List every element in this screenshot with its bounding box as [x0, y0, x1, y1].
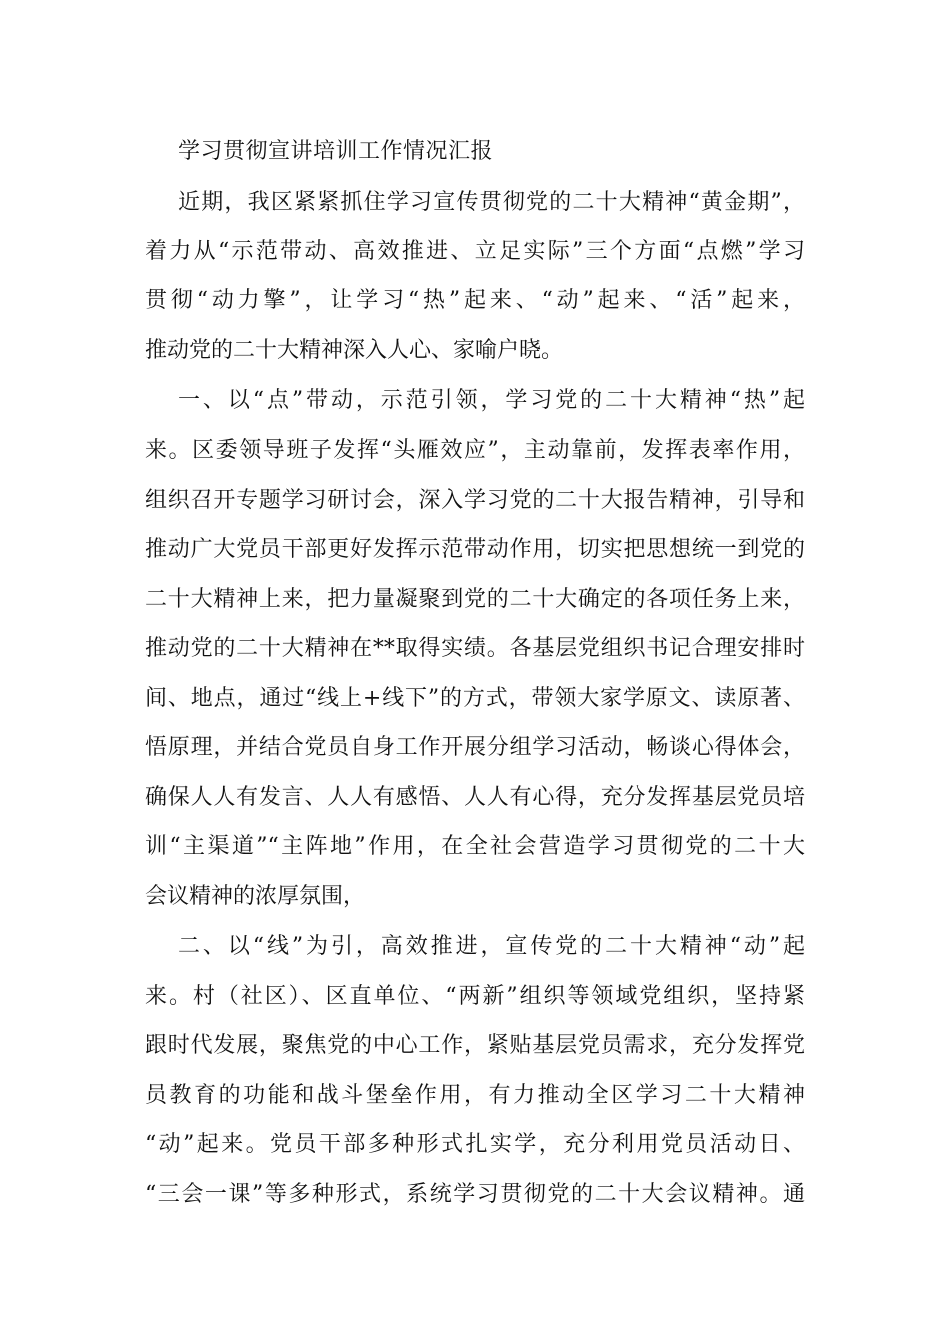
paragraph-line: 近期，我区紧紧抓住学习宣传贯彻党的二十大精神“黄金期”，: [178, 190, 805, 215]
paragraph-line: 推动广大党员干部更好发挥示范带动作用，切实把思想统一到党的: [145, 537, 805, 562]
paragraph-line: 推动党的二十大精神深入人心、家喻户晓。: [145, 338, 564, 363]
paragraph-line: 会议精神的浓厚氛围，: [145, 884, 366, 909]
paragraph-line: 跟时代发展，聚焦党的中心工作，紧贴基层党员需求，充分发挥党: [145, 1033, 805, 1058]
paragraph-line: 确保人人有发言、人人有感悟、人人有心得，充分发挥基层党员培: [145, 785, 805, 810]
paragraph-line: 二十大精神上来，把力量凝聚到党的二十大确定的各项任务上来，: [145, 587, 805, 612]
paragraph-line: 来。村（社区）、区直单位、“两新”组织等领域党组织，坚持紧: [145, 984, 805, 1009]
paragraph-line: 员教育的功能和战斗堡垒作用，有力推动全区学习二十大精神: [145, 1083, 805, 1108]
paragraph-line: “动”起来。党员干部多种形式扎实学，充分利用党员活动日、: [145, 1132, 805, 1157]
paragraph-line: 悟原理，并结合党员自身工作开展分组学习活动，畅谈心得体会，: [145, 735, 805, 760]
paragraph-line: 推动党的二十大精神在**取得实绩。各基层党组织书记合理安排时: [145, 636, 805, 661]
paragraph-line: 贯彻“动力擎”，让学习“热”起来、“动”起来、“活”起来，: [145, 288, 805, 313]
document-title: 学习贯彻宣讲培训工作情况汇报: [178, 139, 494, 164]
paragraph-line: 间、地点，通过“线上+线下”的方式，带领大家学原文、读原著、: [145, 686, 805, 711]
paragraph-line: 着力从“示范带动、高效推进、立足实际”三个方面“点燃”学习: [145, 239, 805, 264]
paragraph-line: 来。区委领导班子发挥“头雁效应”，主动靠前，发挥表率作用，: [145, 438, 805, 463]
paragraph-line: 二、以“线”为引，高效推进，宣传党的二十大精神“动”起: [178, 934, 805, 959]
paragraph-line: 组织召开专题学习研讨会，深入学习党的二十大报告精神，引导和: [145, 488, 805, 513]
paragraph-line: 一、以“点”带动，示范引领，学习党的二十大精神“热”起: [178, 388, 805, 413]
paragraph-line: “三会一课”等多种形式，系统学习贯彻党的二十大会议精神。通: [145, 1182, 805, 1207]
paragraph-line: 训“主渠道”“主阵地”作用，在全社会营造学习贯彻党的二十大: [145, 834, 805, 859]
